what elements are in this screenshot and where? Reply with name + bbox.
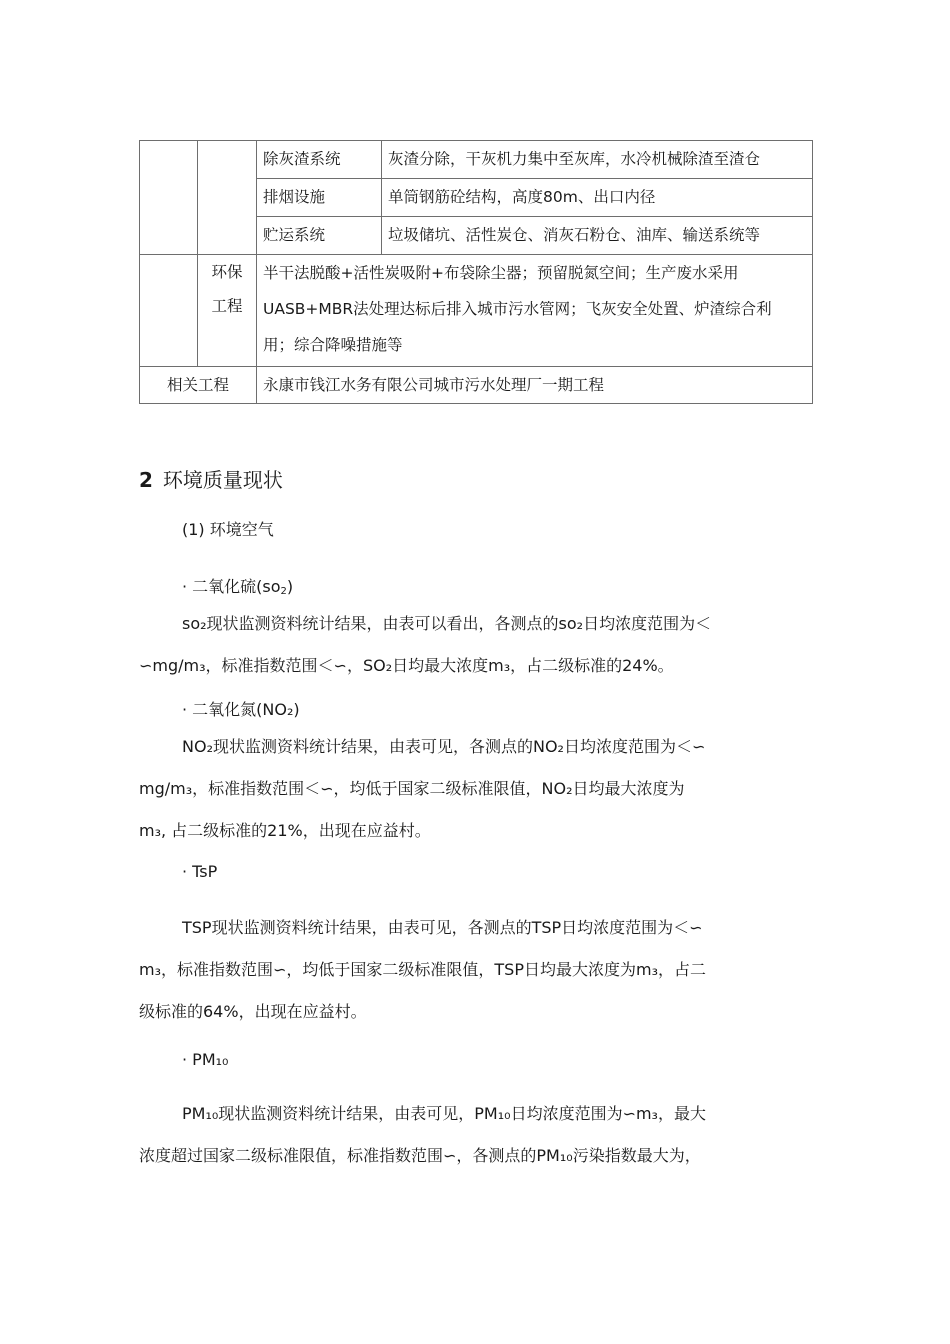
row-content: 垃圾储坑、活性炭仓、消灰石粉仓、油库、输送系统等 — [382, 217, 813, 255]
row-label: 排烟设施 — [257, 179, 382, 217]
env-content-line: UASB+MBR法处理达标后排入城市污水管网；飞灰安全处置、炉渣综合利 — [263, 300, 772, 318]
section-heading — [139, 464, 283, 493]
env-content-cell — [257, 255, 813, 367]
paragraph-line: PM₁₀现状监测资料统计结果，由表可见，PM₁₀日均浓度范围为∽m₃，最大 — [182, 1104, 706, 1123]
paragraph-line: 级标准的64%，出现在应益村。 — [139, 1002, 367, 1021]
env-label: 环保工程 — [211, 263, 243, 315]
paragraph-line: m₃，标准指数范围∽，均低于国家二级标准限值，TSP日均最大浓度为m₃，占二 — [139, 960, 706, 979]
paragraph-line: ∽mg/m₃，标准指数范围＜∽，SO₂日均最大浓度m₃，占二级标准的24%。 — [139, 656, 674, 675]
section-number: 2 — [139, 468, 153, 492]
paragraph-line: NO₂现状监测资料统计结果，由表可见，各测点的NO₂日均浓度范围为＜∽ — [182, 737, 706, 756]
row-content: 灰渣分除，干灰机力集中至灰库，水冷机械除渣至渣仓 — [382, 141, 813, 179]
row-content: 单筒钢筋砼结构，高度80m、出口内径 — [382, 179, 813, 217]
paragraph-line: so₂现状监测资料统计结果，由表可以看出，各测点的so₂日均浓度范围为＜ — [182, 614, 712, 633]
project-table — [139, 140, 813, 404]
env-content-line: 用；综合降噪措施等 — [263, 336, 403, 354]
table-row — [140, 367, 813, 404]
no2-heading: · 二氧化氮(NO₂) — [182, 700, 300, 719]
paragraph-line: m₃, 占二级标准的21%，出现在应益村。 — [139, 821, 431, 840]
table-cell-empty — [198, 141, 257, 255]
paragraph-line: mg/m₃，标准指数范围＜∽，均低于国家二级标准限值，NO₂日均最大浓度为 — [139, 779, 685, 798]
so2-paragraph — [139, 603, 812, 687]
related-label: 相关工程 — [140, 367, 257, 404]
table-cell-empty — [140, 255, 198, 367]
section-title: 环境质量现状 — [162, 468, 283, 492]
so2-heading-text: · 二氧化硫(so — [182, 577, 281, 596]
env-content-line: 半干法脱酸+活性炭吸附+布袋除尘器；预留脱氮空间；生产废水采用 — [263, 264, 739, 282]
pm10-heading: · PM₁₀ — [182, 1050, 229, 1069]
tsp-paragraph — [139, 907, 812, 1033]
paragraph-line: 浓度超过国家二级标准限值，标准指数范围∽，各测点的PM₁₀污染指数最大为， — [139, 1146, 701, 1165]
table-row — [140, 255, 813, 367]
so2-heading-close: ) — [286, 577, 294, 596]
row-label: 除灰渣系统 — [257, 141, 382, 179]
subsection-heading: (1) 环境空气 — [182, 520, 274, 539]
row-label: 贮运系统 — [257, 217, 382, 255]
tsp-heading: · TsP — [182, 862, 218, 881]
table-cell-empty — [140, 141, 198, 255]
so2-heading-sub: 2 — [280, 586, 287, 597]
related-content: 永康市钱江水务有限公司城市污水处理厂一期工程 — [257, 367, 813, 404]
env-label-cell — [198, 255, 257, 367]
pm10-paragraph — [139, 1093, 812, 1177]
no2-paragraph — [139, 726, 812, 852]
so2-heading — [182, 574, 293, 597]
table-row — [140, 141, 813, 179]
paragraph-line: TSP现状监测资料统计结果，由表可见，各测点的TSP日均浓度范围为＜∽ — [182, 918, 703, 937]
